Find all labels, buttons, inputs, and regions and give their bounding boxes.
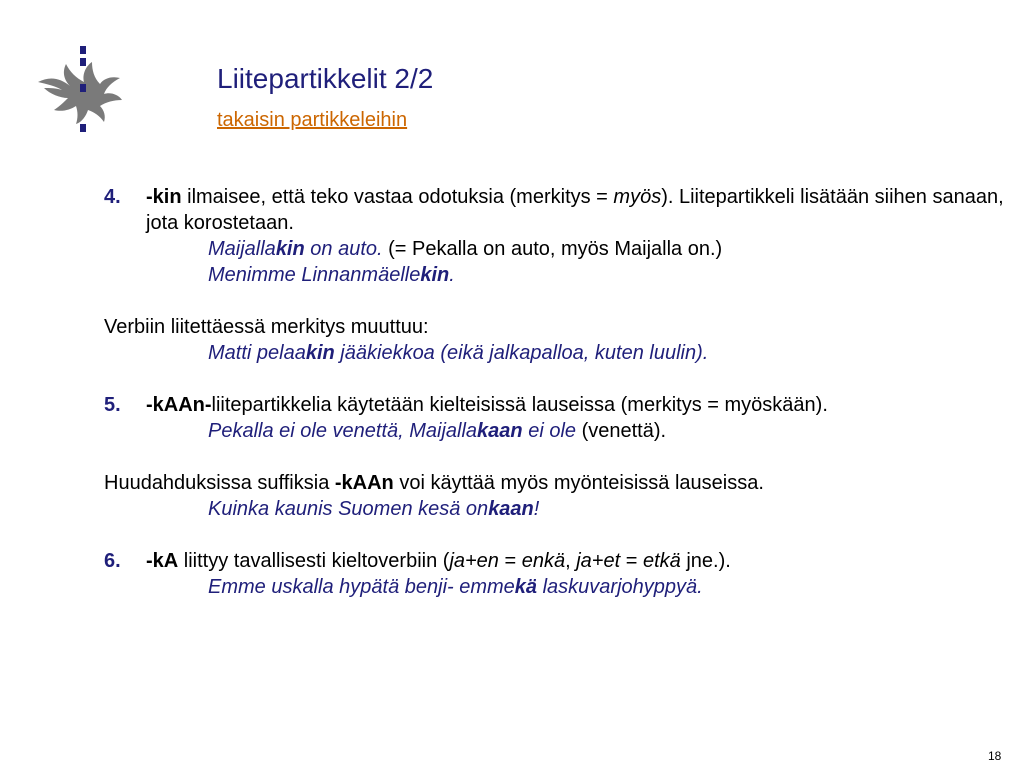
form-example: ja+et [576,550,621,572]
form-example: etkä [642,550,681,572]
equals-sign: = [498,550,522,572]
example-suffix: kin [305,342,335,364]
item-description-cont: ). Liitepartikkeli lisätään siihen sanaan, jota korostetaan. [146,186,1004,234]
list-item-4 [104,184,1004,236]
equals-sign: = [620,550,643,572]
example-text: Emme uskalla hypätä benji- emme [208,576,515,598]
note-paragraph [104,470,844,496]
note-paragraph: Verbiin liitettäessä merkitys muuttuu: [104,316,429,338]
example-line [104,340,1004,366]
note-text: voi käyttää myös myönteisissä lauseissa. [393,472,764,494]
meaning-word: myös [613,186,662,208]
item-number: 5. [104,394,121,416]
example-text: ei ole [522,420,577,442]
item-description: liittyy tavallisesti kieltoverbiin ( [178,550,450,572]
note-text: Huudahduksissa suffiksia [104,472,335,494]
university-flame-logo [34,44,126,136]
item-description: liitepartikkelia käytetään kielteisissä lauseissa (merkitys = myöskään). [211,394,828,416]
example-suffix: kin [275,238,305,260]
example-suffix: kaan [477,420,523,442]
example-text: Menimme Linnanmäelle [208,264,421,286]
example-line [104,574,1004,600]
item-number: 4. [104,186,121,208]
suffix-term: -kA [146,550,179,572]
example-text: laskuvarjohyppyä [537,576,698,598]
example-line [104,496,1004,522]
example-text: Maijalla [208,238,276,260]
example-text: ! [533,498,540,520]
example-gloss: (= Pekalla on auto, myös Maijalla on.) [382,238,723,260]
example-gloss: (venettä). [576,420,667,442]
example-text: . [697,576,703,598]
page-number: 18 [988,749,1002,763]
item-description-cont: jne.). [680,550,731,572]
example-line [104,262,1004,288]
example-suffix: kin [420,264,450,286]
back-to-particles-link[interactable]: takaisin partikkeleihin [217,109,408,131]
example-line [104,236,1004,262]
item-description: ilmaisee, että teko vastaa odotuksia (merkitys = [181,186,614,208]
example-text: Pekalla ei ole venettä, Maijalla [208,420,478,442]
example-text: jääkiekkoa (eikä jalkapalloa, kuten luulin). [334,342,709,364]
note-suffix: -kAAn [334,472,394,494]
list-item-5 [104,392,1004,418]
example-line [104,418,1004,444]
example-text: Kuinka kaunis Suomen kesä on [208,498,489,520]
example-suffix: kä [514,576,538,598]
form-example: enkä [521,550,566,572]
suffix-term: -kAAn- [146,394,212,416]
form-example: ja+en [449,550,499,572]
example-text: . [449,264,455,286]
item-number: 6. [104,550,121,572]
example-text: on auto. [304,238,383,260]
suffix-term: -kin [146,186,182,208]
separator: , [565,550,577,572]
example-suffix: kaan [488,498,534,520]
example-text: Matti pelaa [208,342,306,364]
slide-content [104,184,1004,600]
slide-title: Liitepartikkelit 2/2 [217,63,434,94]
list-item-6 [104,548,1004,574]
